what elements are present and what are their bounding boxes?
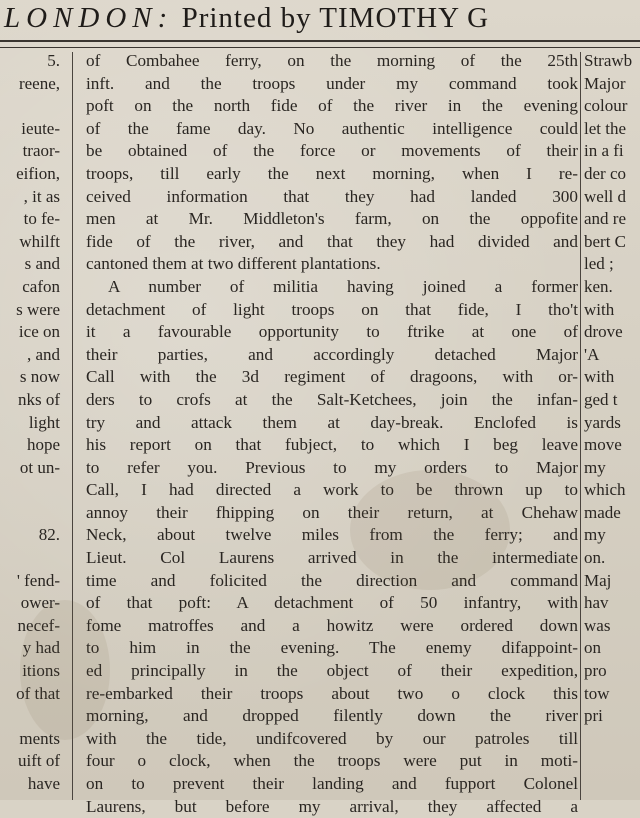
- main-text-line: on to prevent their landing and fupport Colonel: [86, 774, 578, 793]
- right-text-line: led ;: [584, 254, 614, 274]
- left-text-line: [0, 95, 62, 118]
- right-text-line: pri: [584, 706, 603, 726]
- right-text-line: my: [584, 457, 606, 477]
- main-text-line: his report on that fubject, to which I beg leave: [86, 435, 578, 455]
- left-text-line: eifion,: [16, 163, 60, 183]
- left-text-line: 82.: [38, 525, 60, 545]
- main-text-line: detachment of light troops on that fide, I tho't: [86, 299, 578, 319]
- main-text-line: poft on the north fide of the river in the evening: [86, 96, 578, 116]
- main-text-line: inft. and the troops under my command took: [86, 73, 578, 93]
- left-text-line: necef-: [17, 615, 60, 635]
- main-text-line: Neck, about twelve miles from the ferry; and: [86, 525, 578, 545]
- main-text-line: ceived information that they had landed 300: [86, 186, 578, 206]
- left-text-line: [0, 547, 62, 570]
- right-text-line: tow: [584, 683, 610, 703]
- right-text-line: colour: [584, 96, 628, 116]
- paper-stain: [20, 600, 110, 740]
- main-text-line: troops, till early the next morning, when I re-: [86, 163, 578, 183]
- left-text-line: whilft: [19, 231, 60, 251]
- left-text-line: have: [27, 774, 60, 793]
- right-text-line: let the: [584, 118, 627, 138]
- main-text-line: to him in the evening. The enemy difappoint-: [86, 638, 578, 658]
- right-text-line: hav: [584, 593, 609, 613]
- main-text-line: cantoned them at two different plantations.: [86, 254, 381, 274]
- main-text-line: fome matroffes and a howitz were ordered down: [86, 615, 578, 635]
- right-text-line: well d: [584, 186, 627, 206]
- right-text-line: 'A: [584, 344, 600, 364]
- right-text-line: ken.: [584, 276, 613, 296]
- right-text-line: made: [584, 502, 621, 522]
- left-text-line: itions: [22, 661, 60, 681]
- right-text-line: pro: [584, 661, 607, 681]
- right-text-line: on: [584, 638, 601, 658]
- right-text-line: on.: [584, 548, 606, 568]
- main-text-line: Lieut. Col Laurens arrived in the intermediate: [86, 548, 578, 568]
- right-text-line: my: [584, 525, 606, 545]
- left-text-line: ments: [19, 728, 60, 748]
- left-text-line: reene,: [18, 73, 60, 93]
- right-text-line: Strawb: [584, 51, 633, 70]
- right-text-line: der co: [584, 163, 627, 183]
- left-text-line: ot un-: [19, 457, 60, 477]
- left-text-line: , it as: [23, 186, 60, 206]
- left-text-line: traor-: [22, 141, 60, 161]
- right-text-line: ged t: [584, 389, 618, 409]
- right-text-line: with: [584, 367, 615, 387]
- left-text-line: , and: [26, 344, 60, 364]
- masthead-city: LONDON:: [4, 2, 174, 34]
- main-text-line: ed principally in the object of their expedition,: [86, 661, 578, 681]
- right-column: [584, 50, 640, 728]
- main-text-line: four o clock, when the troops were put in moti-: [86, 751, 578, 771]
- left-text-line: to fe-: [23, 209, 60, 229]
- main-text-line: Laurens, but before my arrival, they affected a: [86, 796, 578, 816]
- left-text-line: [0, 502, 62, 525]
- left-text-line: hope: [26, 435, 60, 455]
- left-text-line: y had: [22, 638, 60, 658]
- main-text-line: of Combahee ferry, on the morning of the 25th: [86, 51, 578, 70]
- main-text-line: try and attack them at day-break. Enclofed is: [86, 412, 578, 432]
- main-text-line: of that poft: A detachment of 50 infantry, with: [86, 593, 578, 613]
- right-text-line: drove: [584, 322, 623, 342]
- left-text-line: of that: [16, 683, 60, 703]
- left-text-line: uift of: [17, 751, 60, 771]
- left-text-line: ' fend-: [16, 570, 60, 590]
- right-text-line: and re: [584, 209, 627, 229]
- right-text-line: was: [584, 615, 611, 635]
- right-text-line: move: [584, 435, 622, 455]
- main-text-line: re-embarked their troops about two o clock this: [86, 683, 578, 703]
- masthead-rule: [0, 40, 640, 48]
- main-text-line: be obtained of the force or movements of their: [86, 141, 578, 161]
- left-text-line: cafon: [22, 276, 60, 296]
- main-text-line: men at Mr. Middleton's farm, on the oppofite: [86, 209, 578, 229]
- left-text-line: [0, 479, 62, 502]
- main-text-line: of the fame day. No authentic intelligence could: [86, 118, 578, 138]
- right-text-line: Maj: [584, 570, 612, 590]
- masthead-printer: Printed by TIMOTHY G: [181, 2, 490, 34]
- left-text-line: ice on: [18, 322, 60, 342]
- right-text-line: bert C: [584, 231, 627, 251]
- main-text-line: Call, I had directed a work to be thrown up to: [86, 480, 578, 500]
- masthead: [0, 0, 640, 40]
- main-text-line: it a favourable opportunity to ftrike at one of: [86, 322, 578, 342]
- main-text-line: morning, and dropped filently down the river: [86, 706, 578, 726]
- main-text-line: Call with the 3d regiment of dragoons, with or-: [86, 367, 578, 387]
- main-text-line: A number of militia having joined a former: [108, 276, 578, 296]
- main-text-line: to refer you. Previous to my orders to Major: [86, 457, 578, 477]
- main-text-line: time and folicited the direction and command: [86, 570, 578, 590]
- column-divider-right: [580, 52, 581, 800]
- main-column: [86, 50, 578, 818]
- main-text-line: annoy their fhipping on their return, at Chehaw: [86, 502, 578, 522]
- paper-stain: [350, 470, 510, 590]
- left-text-line: s and: [24, 254, 60, 274]
- left-text-line: ower-: [20, 593, 60, 613]
- right-text-line: in a fi: [584, 141, 624, 161]
- right-text-line: with: [584, 299, 615, 319]
- left-text-line: ieute-: [21, 118, 60, 138]
- main-text-line: with the tide, undifcovered by our patroles till: [86, 728, 578, 748]
- main-text-line: fide of the river, and that they had divided and: [86, 231, 578, 251]
- right-text-line: which: [584, 480, 626, 500]
- right-text-line: yards: [584, 412, 621, 432]
- main-text-line: ders to crofs at the Salt-Ketchees, join the infan-: [86, 389, 578, 409]
- right-text-line: Major: [584, 73, 626, 93]
- left-text-line: light: [28, 412, 60, 432]
- main-text-line: their parties, and accordingly detached Major: [86, 344, 578, 364]
- left-text-line: s now: [19, 367, 60, 387]
- left-text-line: nks of: [17, 389, 60, 409]
- left-text-line: s were: [16, 299, 60, 319]
- left-text-line: 5.: [47, 51, 60, 70]
